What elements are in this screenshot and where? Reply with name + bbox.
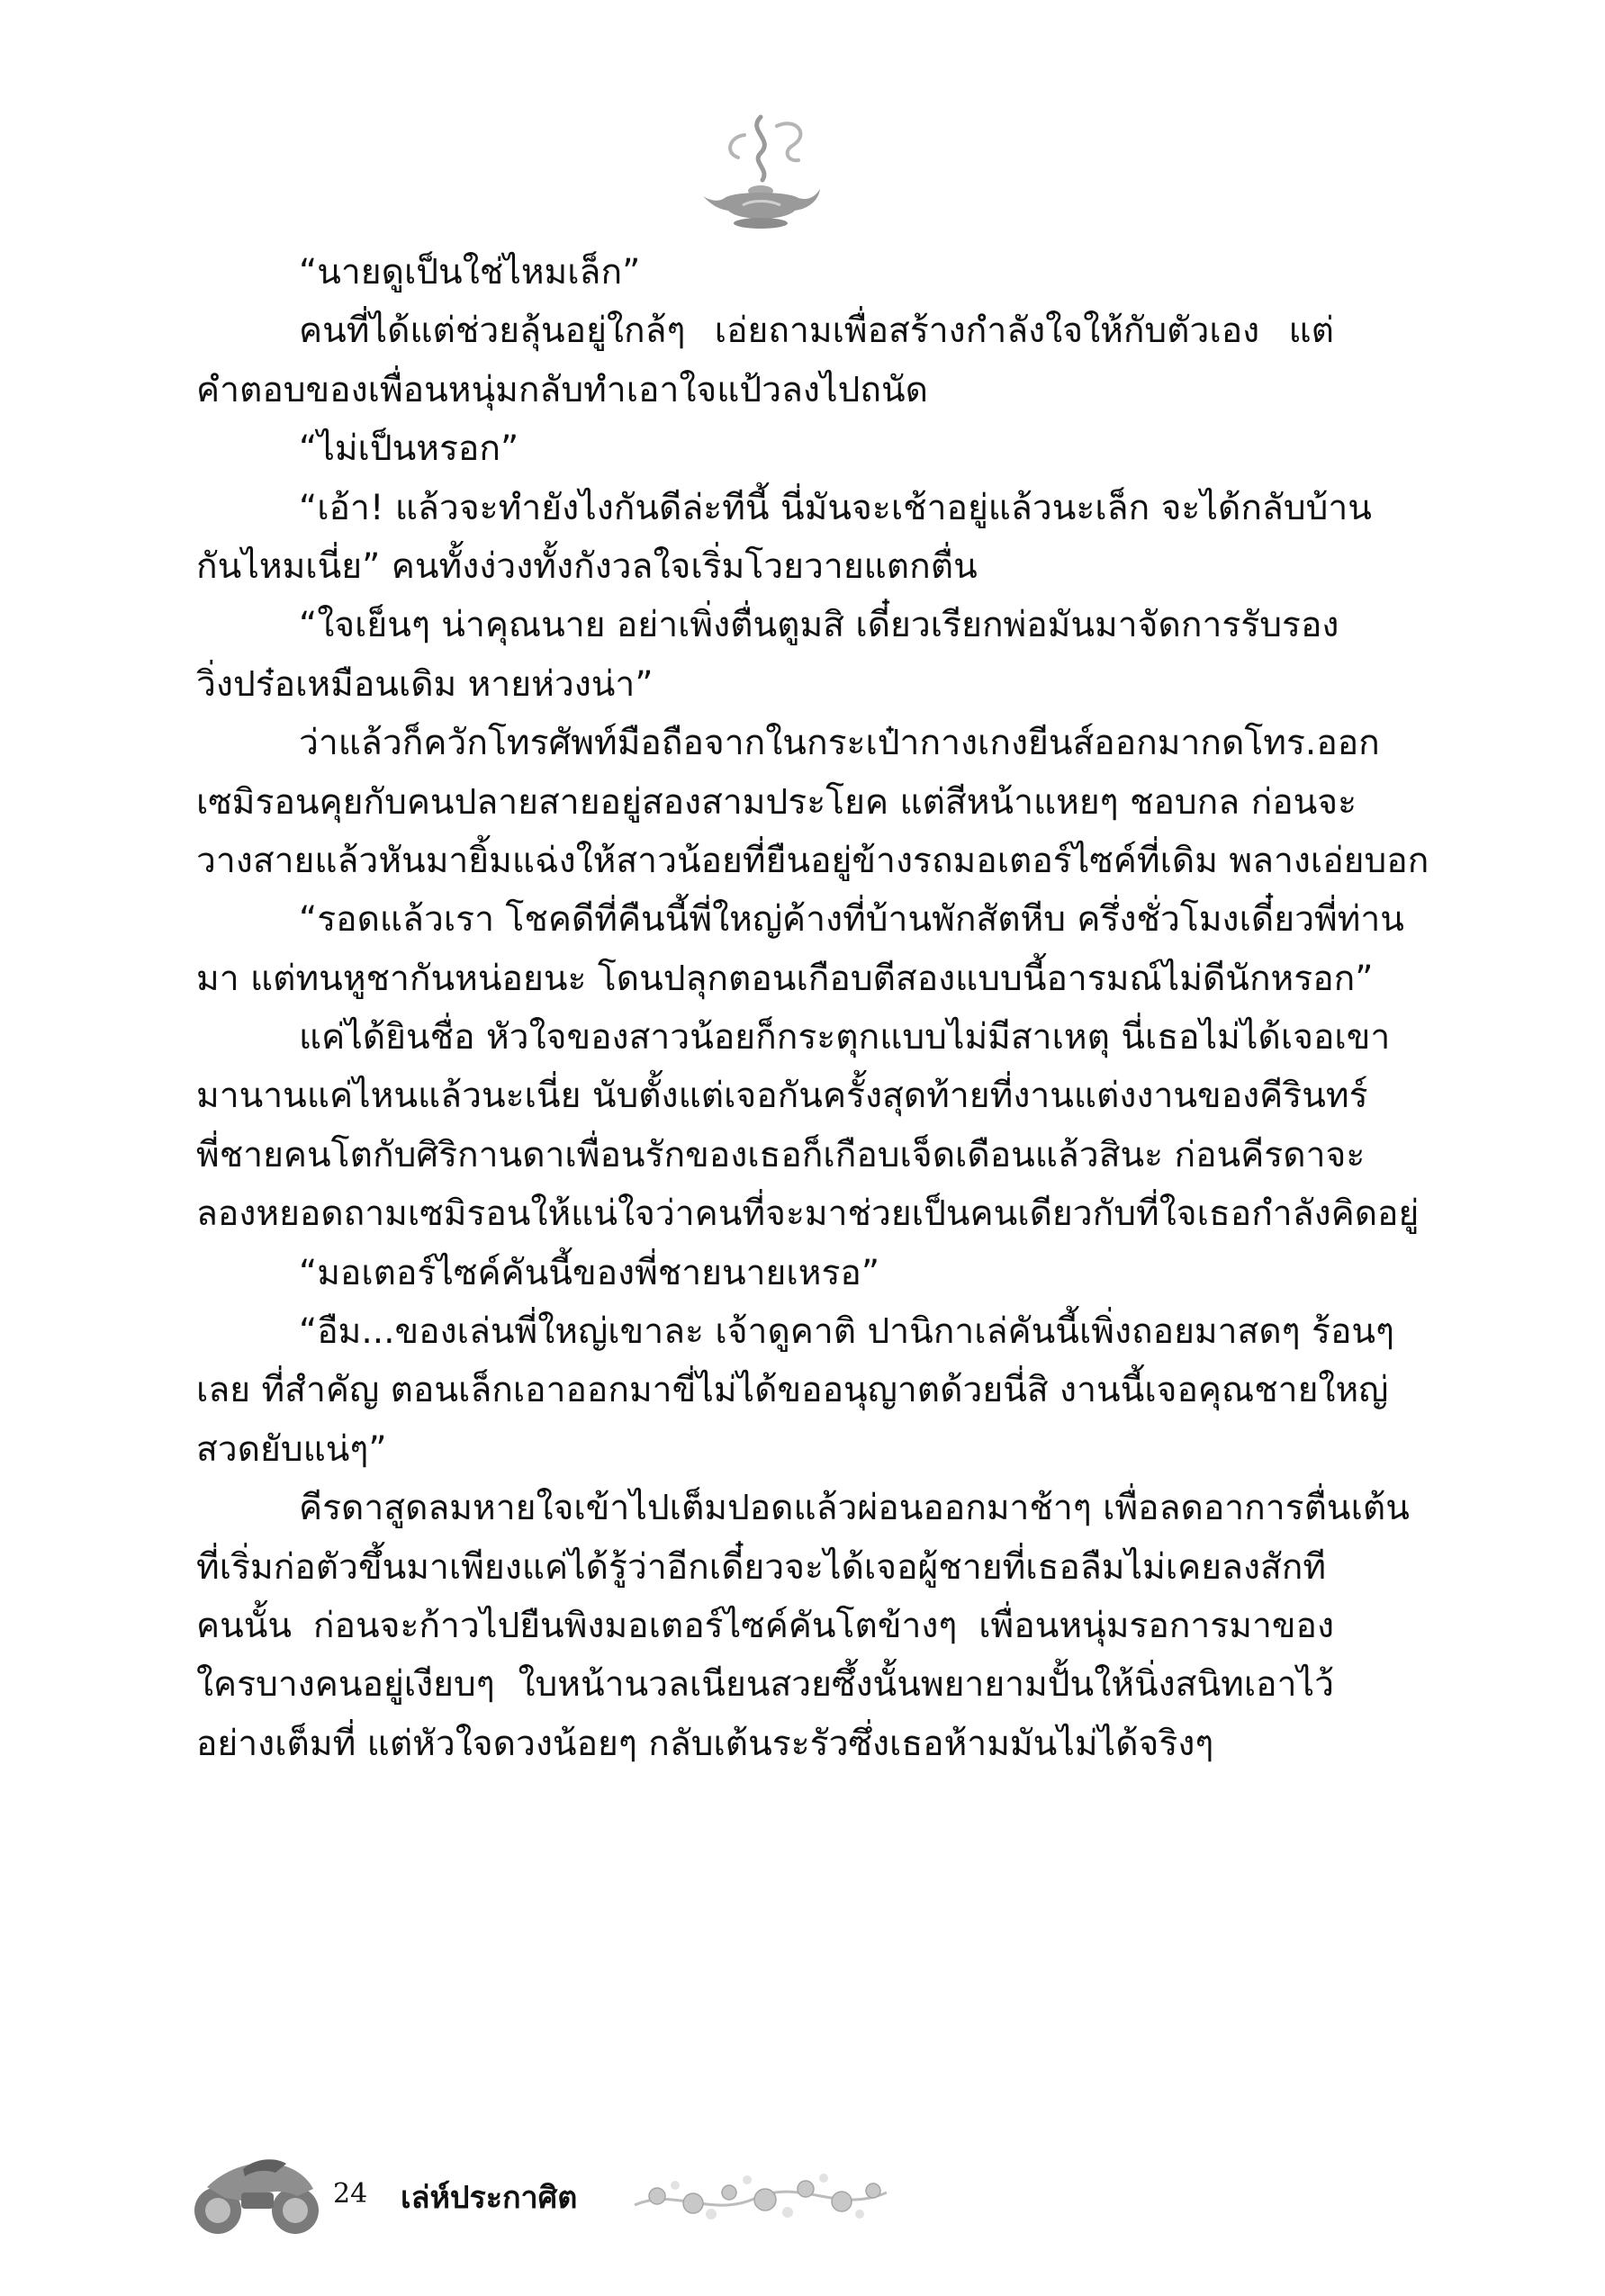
motorcycle-icon	[189, 2142, 324, 2241]
text-line: สวดยับแน่ๆ”	[196, 1428, 387, 1470]
flower-vine-icon	[630, 2160, 891, 2232]
text-line: ว่าแล้วก็ควักโทรศัพท์มือถือจากในกระเป๋ากางเกงยีนส์ออกมากดโทร.ออก	[299, 723, 1380, 764]
magic-lamp-icon	[698, 108, 824, 243]
page-number: 24	[333, 2178, 368, 2210]
text-line: คนนั้น ก่อนจะก้าวไปยืนพิงมอเตอร์ไซค์คันโตข้างๆ เพื่อนหนุ่มรอการมาของ	[196, 1605, 1334, 1646]
text-line: คำตอบของเพื่อนหนุ่มกลับทำเอาใจแป้วลงไปถนัด	[196, 369, 928, 410]
text-line: “ใจเย็นๆ น่าคุณนาย อย่าเพิ่งตื่นตูมสิ เดี๋ยวเรียกพ่อมันมาจัดการรับรอง	[299, 605, 1339, 646]
text-line: คีรดาสูดลมหายใจเข้าไปเต็มปอดแล้วผ่อนออกมาช้าๆ เพื่อลดอาการตื่นเต้น	[299, 1488, 1410, 1529]
text-line: “รอดแล้วเรา โชคดีที่คืนนี้พี่ใหญ่ค้างที่บ้านพักสัตหีบ ครึ่งชั่วโมงเดี๋ยวพี่ท่าน	[299, 899, 1404, 941]
text-line: ลองหยอดถามเซมิรอนให้แน่ใจว่าคนที่จะมาช่วยเป็นคนเดียวกับที่ใจเธอกำลังคิดอยู่	[196, 1193, 1420, 1235]
text-line: คนที่ได้แต่ช่วยลุ้นอยู่ใกล้ๆ เอ่ยถามเพื่อสร้างกำลังใจให้กับตัวเอง แต่	[299, 311, 1334, 352]
page-footer	[189, 2142, 909, 2250]
book-title: เล่ห์ประกาศิต	[401, 2180, 578, 2216]
body-text	[196, 243, 1429, 1773]
text-line: วางสายแล้วหันมายิ้มแฉ่งให้สาวน้อยที่ยืนอยู่ข้างรถมอเตอร์ไซค์ที่เดิม พลางเอ่ยบอก	[196, 840, 1429, 881]
text-line: “อืม...ของเล่นพี่ใหญ่เขาละ เจ้าดูคาติ ปานิกาเล่คันนี้เพิ่งถอยมาสดๆ ร้อนๆ	[299, 1311, 1394, 1353]
text-line: “นายดูเป็นใช่ไหมเล็ก”	[299, 252, 641, 293]
text-line: แค่ได้ยินชื่อ หัวใจของสาวน้อยก็กระตุกแบบไม่มีสาเหตุ นี่เธอไม่ได้เจอเขา	[299, 1017, 1391, 1058]
text-line: “เอ้า! แล้วจะทำยังไงกันดีล่ะทีนี้ นี่มันจะเช้าอยู่แล้วนะเล็ก จะได้กลับบ้าน	[299, 487, 1372, 528]
text-line: ที่เริ่มก่อตัวขึ้นมาเพียงแค่ได้รู้ว่าอีกเดี๋ยวจะได้เจอผู้ชายที่เธอลืมไม่เคยลงสักที	[196, 1546, 1327, 1588]
text-line: วิ่งปร๋อเหมือนเดิม หายห่วงน่า”	[196, 663, 654, 705]
text-line: มานานแค่ไหนแล้วนะเนี่ย นับตั้งแต่เจอกันครั้งสุดท้ายที่งานแต่งงานของคีรินทร์	[196, 1076, 1368, 1117]
text-line: ใครบางคนอยู่เงียบๆ ใบหน้านวลเนียนสวยซึ้งนั้นพยายามปั้นให้นิ่งสนิทเอาไว้	[196, 1664, 1334, 1706]
text-line: อย่างเต็มที่ แต่หัวใจดวงน้อยๆ กลับเต้นระรัวซึ่งเธอห้ามมันไม่ได้จริงๆ	[196, 1723, 1214, 1764]
text-line: เซมิรอนคุยกับคนปลายสายอยู่สองสามประโยค แต่สีหน้าแหยๆ ชอบกล ก่อนจะ	[196, 781, 1357, 823]
text-line: “ไม่เป็นหรอก”	[299, 428, 519, 470]
text-line: พี่ชายคนโตกับศิริกานดาเพื่อนรักของเธอก็เกือบเจ็ดเดือนแล้วสินะ ก่อนคีรดาจะ	[196, 1134, 1366, 1175]
text-line: เลย ที่สำคัญ ตอนเล็กเอาออกมาขี่ไม่ได้ขออนุญาตด้วยนี่สิ งานนี้เจอคุณชายใหญ่	[196, 1370, 1389, 1411]
text-line: มา แต่ทนหูชากันหน่อยนะ โดนปลุกตอนเกือบตีสองแบบนี้อารมณ์ไม่ดีนักหรอก”	[196, 958, 1374, 999]
text-line: “มอเตอร์ไซค์คันนี้ของพี่ชายนายเหรอ”	[299, 1252, 880, 1293]
text-line: กันไหมเนี่ย” คนทั้งง่วงทั้งกังวลใจเริ่มโวยวายแตกตื่น	[196, 545, 978, 587]
